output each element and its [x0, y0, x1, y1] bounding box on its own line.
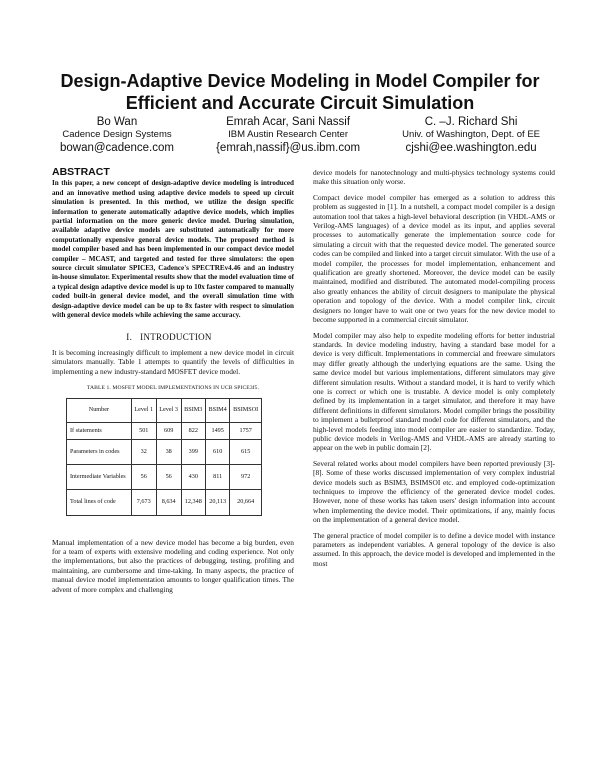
author-email: bowan@cadence.com: [60, 142, 174, 154]
table-cell: 501: [131, 422, 156, 439]
section-title: INTRODUCTION: [140, 331, 212, 342]
table-cell: 430: [181, 464, 205, 489]
author-1: [60, 115, 174, 155]
intro-paragraph: Manual implementation of a new device model has become a big burden, even for a team of experts with extensive modeling and coding experience. Not only the implementations, but also the practices of debugging, testing, profiling and maintaining, are cumbersome and time-taking. In many aspects, the practice of manual device model implementation amounts to longer qualification times. The advent of more complex and challenging: [52, 537, 294, 594]
table-cell: 399: [181, 439, 205, 464]
table-cell: 8,634: [156, 489, 181, 515]
author-affiliation: Cadence Design Systems: [62, 129, 172, 140]
table-cell: 20,664: [230, 489, 262, 515]
author-affiliation: Univ. of Washington, Dept. of EE: [402, 129, 540, 140]
table-cell: 972: [230, 464, 262, 489]
table-cell: 615: [230, 439, 262, 464]
author-name: C. –J. Richard Shi: [424, 116, 518, 128]
table-cell: 7,673: [131, 489, 156, 515]
table-cell: 56: [156, 464, 181, 489]
section-number: I.: [126, 331, 133, 342]
abstract-text: In this paper, a new concept of design-adaptive device modeling is introduced and an innovative method using adaptive device models to speed up circuit simulation is presented. In this method, we utilize the design specific information to generate automatically adaptive device models, which implies partial information on the more generic device model. During simulation, available adaptive device models are substituted automatically for more computationally expensive general device models. The proposed method is model compiler based and has been implemented in our compact device model compiler – MCAST, and targeted and tested for three simulators: the open source circuit simulator SPICE3, Cadence's SPECTREv4.46 and an industry in-house simulator. Experimental results show that the model evaluation time of a typical design adaptive device model is up to 10x faster compared to manually coded built-in general device model, and the overall simulation time with design-adaptive device model can be up to 8x faster with respect to simulation with general device models while achieving the same accuracy.: [52, 179, 294, 320]
author-2: [216, 115, 360, 155]
body-paragraph: Model compiler may also help to expedite modeling efforts for better industrial standards. In device modeling industry, having a standard base model for a device is very difficult. Implementations in commercial and freeware simulators may differ greatly although the underlying equations are the same. Using the same device model but various implementations, different simulators may give different simulation results. Without a standard model, it is hard to verify which one is correct or which one is trustable. A device model is only completely defined by its implementation in a target simulator, and therefore it may have different definitions in different simulators. Model compiler brings the possibility to implement a bulletproof standard model code for different simulators, and the high-level models feeding into model compiler are easier to standardize. Today, public device models in Verilog-AMS and VHDL-AMS are already starting to appear on the web in public domain [2].: [313, 330, 555, 453]
author-email: {emrah,nassif}@us.ibm.com: [216, 142, 361, 154]
table-cell: 20,113: [205, 489, 229, 515]
table-cell: 1495: [205, 422, 229, 439]
table-header-cell: Number: [67, 398, 132, 422]
table-header-cell: BSIM4: [205, 398, 229, 422]
author-email: cjshi@ee.washington.edu: [405, 142, 537, 154]
table-row: [67, 422, 262, 439]
table-cell: 32: [131, 439, 156, 464]
left-column: [52, 168, 294, 600]
right-column: [313, 168, 555, 574]
table-row: [67, 464, 262, 489]
author-name: Bo Wan: [96, 116, 138, 128]
table-row-label: Parameters in codes: [67, 439, 132, 464]
author-block: [60, 115, 540, 155]
body-paragraph: Several related works about model compilers have been reported previously [3]-[8]. Some of these works discussed implementation of very complex industrial device models such as BSIM3, BSIMSOI etc. and employed code-optimization techniques to improve the efficiency of the generated device model codes. However, none of these works has taken users' design information into account when implementing the device model. Their optimizations, if any, mainly focus on the implementation of a general device model.: [313, 458, 555, 525]
body-paragraph: Compact device model compiler has emerged as a solution to address this problem as suggested in [1]. In a nutshell, a compact model compiler is a design automation tool that takes a high-level behavioral description (in VHDL-AMS or Verilog-AMS languages) of a device model as its input, and applies several processes to automatically generate the implementation source code for simulating a circuit with that the requested device model. The generated source codes can be compiled and linked into a target circuit simulator. With the use of a model compiler, the processes for model implementation, enhancement and qualification are greatly shortened. Moreover, the device model can be easily maintained, modified and distributed. The automated model-compiling process also greatly enhances the ability of circuit designers to manipulate the physical operation and topology of the device. With a model compiler link, circuit designers no longer have to wait one or two years for the new device model to become supported in a commercial circuit simulator.: [313, 192, 555, 325]
table-header-cell: BSIMSOI: [230, 398, 262, 422]
table-cell: 610: [205, 439, 229, 464]
table-header-row: [67, 398, 262, 422]
table-cell: 822: [181, 422, 205, 439]
table-row: [67, 489, 262, 515]
table-cell: 609: [156, 422, 181, 439]
abstract-heading: ABSTRACT: [52, 166, 110, 178]
body-paragraph: The general practice of model compiler is to define a device model with instance parameters as independent variables. A general topology of the device is also assumed. In this approach, the device model is developed and implemented in the most: [313, 530, 555, 568]
table-cell: 811: [205, 464, 229, 489]
intro-paragraph: It is becoming increasingly difficult to implement a new device model in circuit simulators manually. Table 1 attempts to quantify the levels of difficulties in implementing a new industry-standard MOSFET device model.: [52, 347, 294, 376]
body-paragraph: device models for nanotechnology and multi-physics technology systems could make this situation only worse.: [313, 168, 555, 187]
table-header-cell: Level 3: [156, 398, 181, 422]
table-row: [67, 439, 262, 464]
table-cell: 1757: [230, 422, 262, 439]
table-row-label: Total lines of code: [67, 489, 132, 515]
author-affiliation: IBM Austin Research Center: [228, 129, 348, 140]
table-cell: 38: [156, 439, 181, 464]
mosfet-table: [66, 398, 262, 516]
table-header-cell: Level 1: [131, 398, 156, 422]
table-row-label: If statements: [67, 422, 132, 439]
author-name: Emrah Acar, Sani Nassif: [226, 116, 351, 128]
section-heading: [52, 333, 294, 342]
table-header-cell: BSIM3: [181, 398, 205, 422]
paper-title: Design-Adaptive Device Modeling in Model Compiler for Efficient and Accurate Circuit Simulation: [60, 71, 540, 113]
table-cell: 12,348: [181, 489, 205, 515]
table-caption: TABLE 1. MOSFET MODEL IMPLEMENTATIONS IN UCB SPICE3f5.: [86, 385, 260, 392]
author-3: [402, 115, 540, 155]
table-cell: 56: [131, 464, 156, 489]
table-row-label: Intermediate Variables: [67, 464, 132, 489]
